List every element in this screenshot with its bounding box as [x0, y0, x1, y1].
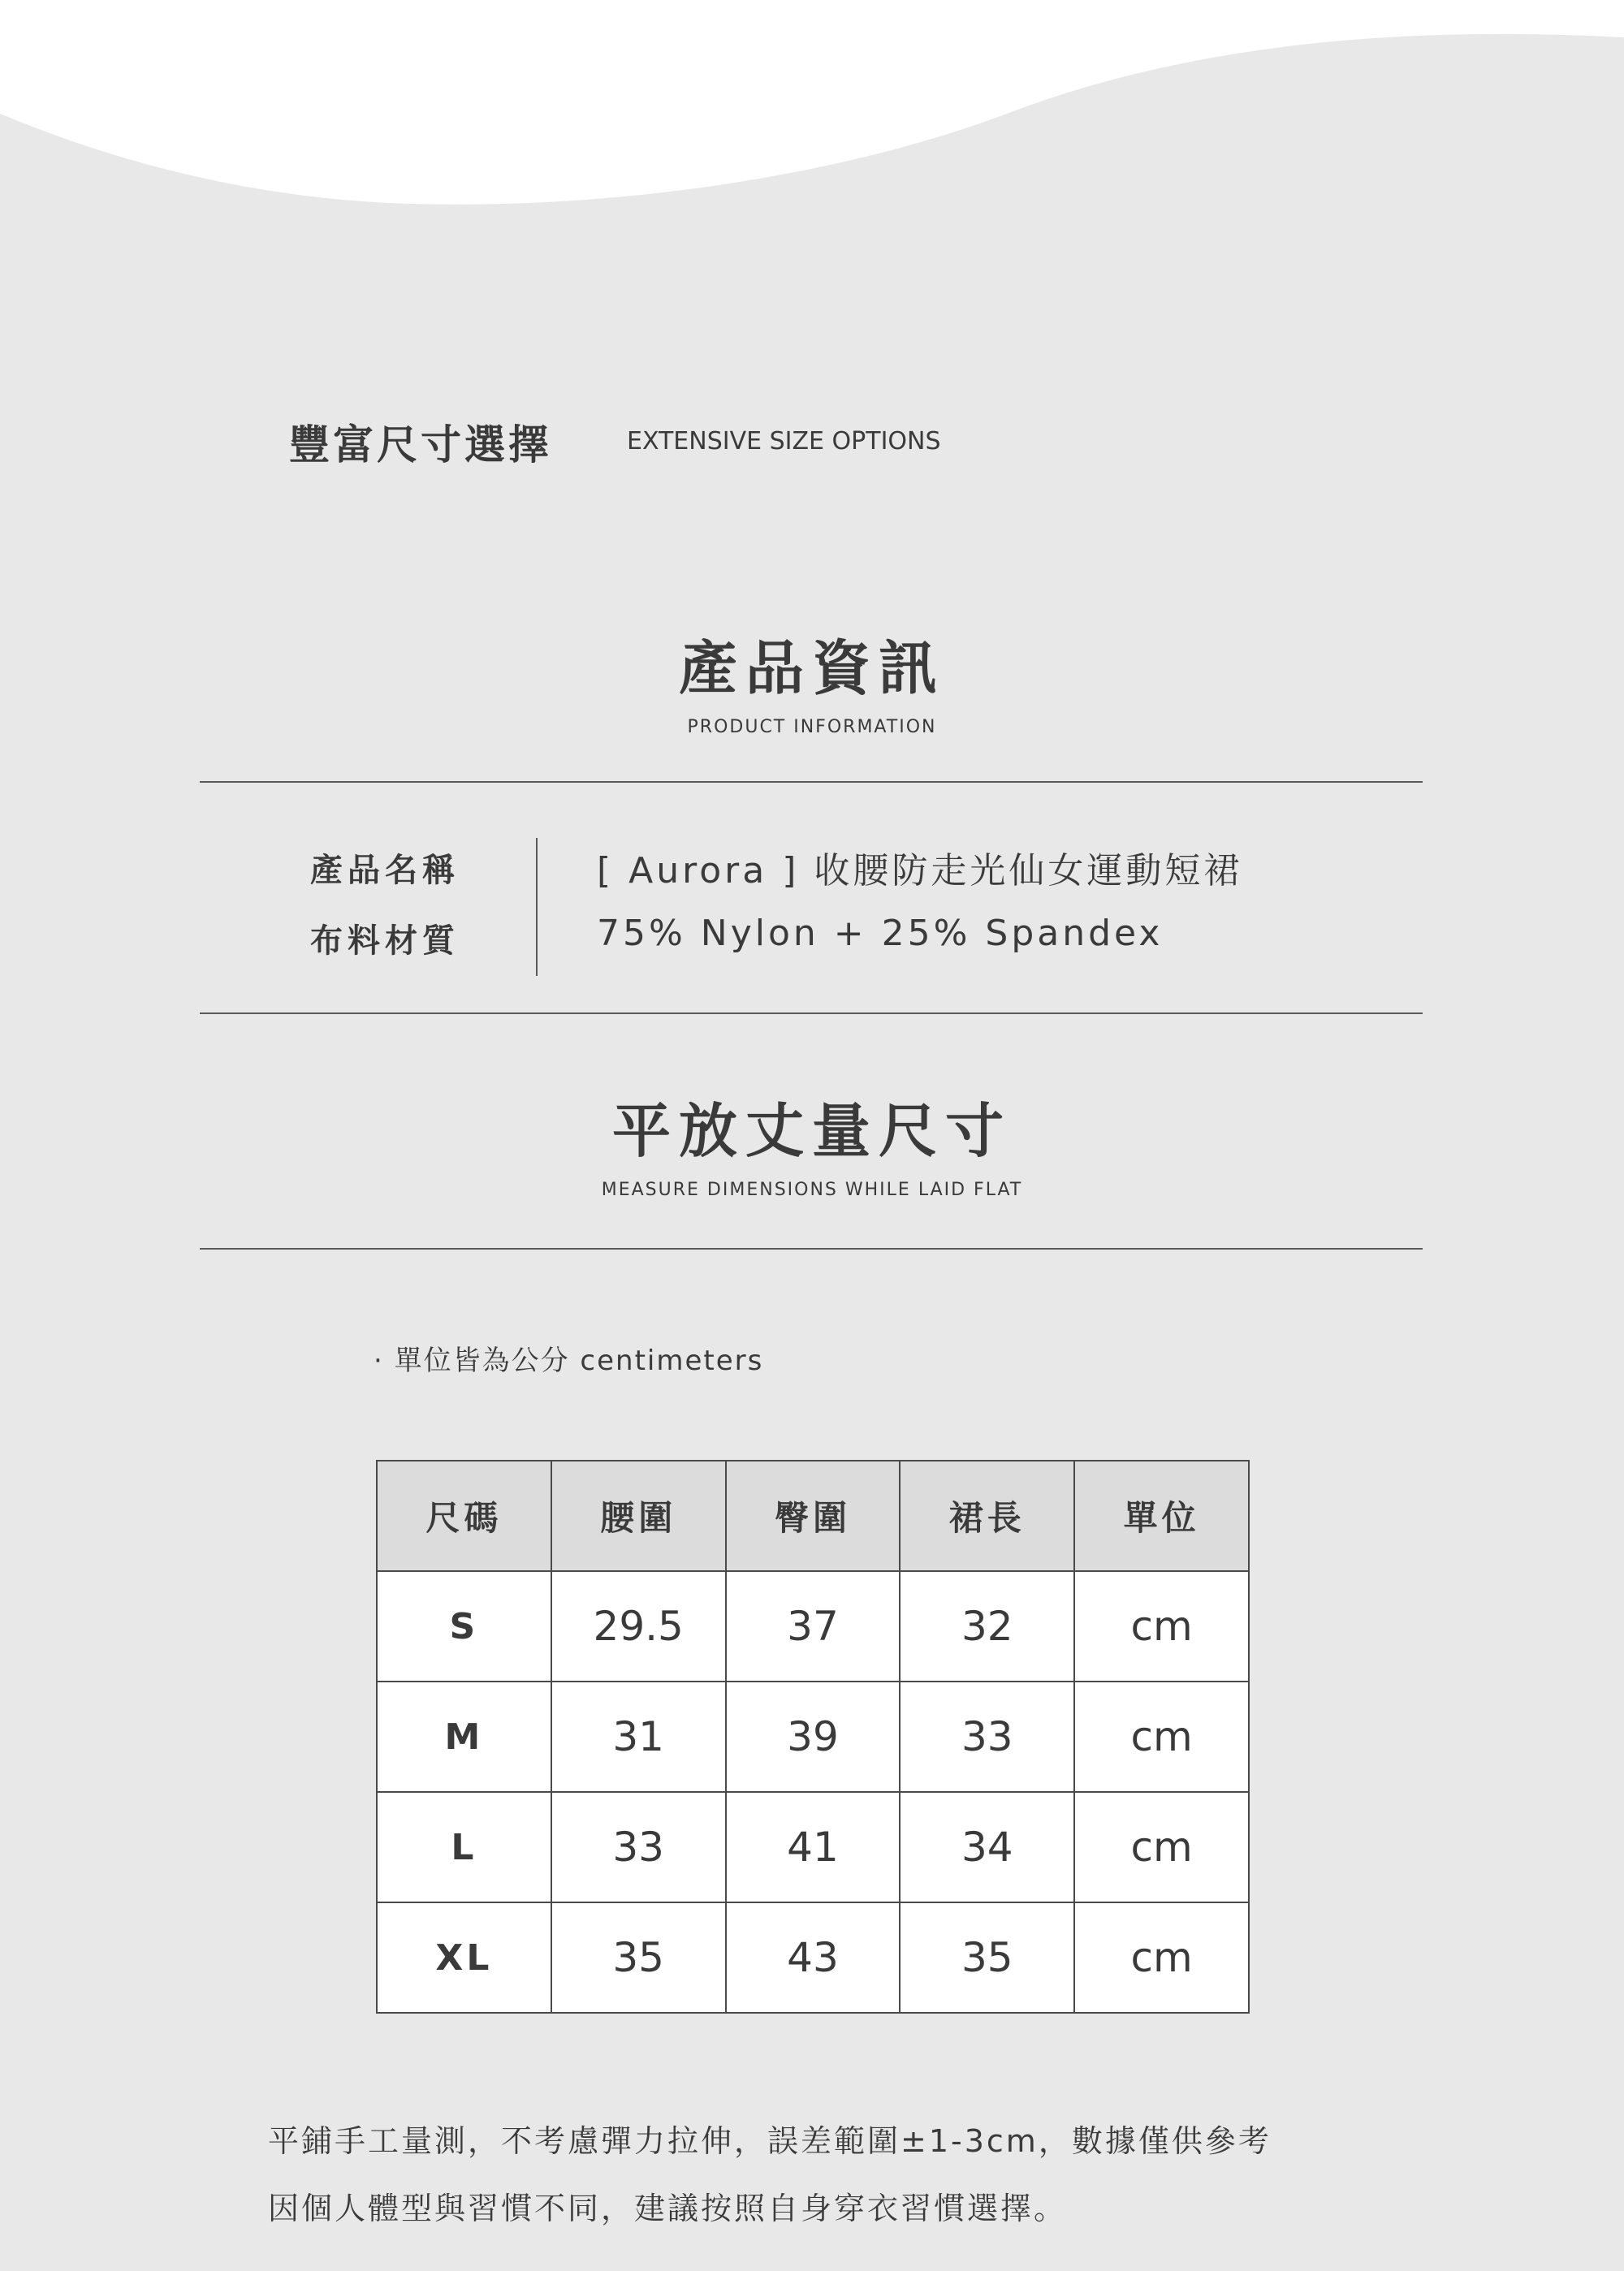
waist-cell: 33 — [551, 1792, 726, 1902]
length-cell: 34 — [900, 1792, 1074, 1902]
measure-subtitle: MEASURE DIMENSIONS WHILE LAID FLAT — [601, 1180, 1023, 1200]
size-cell: S — [377, 1571, 551, 1682]
size-table — [376, 1460, 1250, 2014]
hip-cell: 39 — [726, 1682, 901, 1792]
size-cell: M — [377, 1682, 551, 1792]
product-name-label: 產品名稱 — [310, 852, 460, 889]
hip-cell: 43 — [726, 1902, 901, 2013]
length-cell: 35 — [900, 1902, 1074, 2013]
product-info-heading — [0, 621, 1624, 737]
header-length: 裙長 — [900, 1461, 1074, 1571]
header-waist: 腰圍 — [551, 1461, 726, 1571]
fabric-value: 75% Nylon + 25% Spandex — [597, 913, 1164, 954]
product-info-title: 產品資訊 — [678, 634, 945, 702]
header-title-en: EXTENSIVE SIZE OPTIONS — [627, 427, 941, 455]
fabric-label: 布料材質 — [310, 922, 460, 960]
note-line-2: 因個人體型與習慣不同，建議按照自身穿衣習慣選擇。 — [268, 2191, 1068, 2226]
measure-title: 平放丈量尺寸 — [611, 1097, 1012, 1165]
header-size: 尺碼 — [377, 1461, 551, 1571]
hip-cell: 37 — [726, 1571, 901, 1682]
product-name-value: [ Aurora ] 收腰防走光仙女運動短裙 — [597, 850, 1243, 892]
table-row — [377, 1682, 1249, 1792]
size-cell: L — [377, 1792, 551, 1902]
waist-cell: 35 — [551, 1902, 726, 2013]
divider-middle — [200, 1012, 1423, 1014]
header-unit: 單位 — [1074, 1461, 1249, 1571]
note-line-1: 平鋪手工量測，不考慮彈力拉伸，誤差範圍±1-3cm，數據僅供參考 — [268, 2123, 1272, 2159]
waist-cell: 29.5 — [551, 1571, 726, 1682]
unit-cell: cm — [1074, 1902, 1249, 2013]
waist-cell: 31 — [551, 1682, 726, 1792]
table-row — [377, 1902, 1249, 2013]
size-table-header-row — [377, 1461, 1249, 1571]
table-row — [377, 1571, 1249, 1682]
divider-bottom — [200, 1248, 1423, 1250]
size-cell: XL — [377, 1902, 551, 2013]
length-cell: 33 — [900, 1682, 1074, 1792]
unit-cell: cm — [1074, 1571, 1249, 1682]
length-cell: 32 — [900, 1571, 1074, 1682]
unit-note: · 單位皆為公分 centimeters — [374, 1345, 764, 1377]
measure-heading — [0, 1084, 1624, 1200]
hip-cell: 41 — [726, 1792, 901, 1902]
info-vertical-divider — [536, 838, 538, 976]
top-wave-decoration — [0, 0, 1624, 211]
header-title-zh: 豐富尺寸選擇 — [289, 421, 552, 468]
product-info-subtitle: PRODUCT INFORMATION — [687, 717, 937, 737]
header-hip: 臀圍 — [726, 1461, 901, 1571]
unit-cell: cm — [1074, 1682, 1249, 1792]
unit-cell: cm — [1074, 1792, 1249, 1902]
table-row — [377, 1792, 1249, 1902]
divider-top — [200, 781, 1423, 783]
